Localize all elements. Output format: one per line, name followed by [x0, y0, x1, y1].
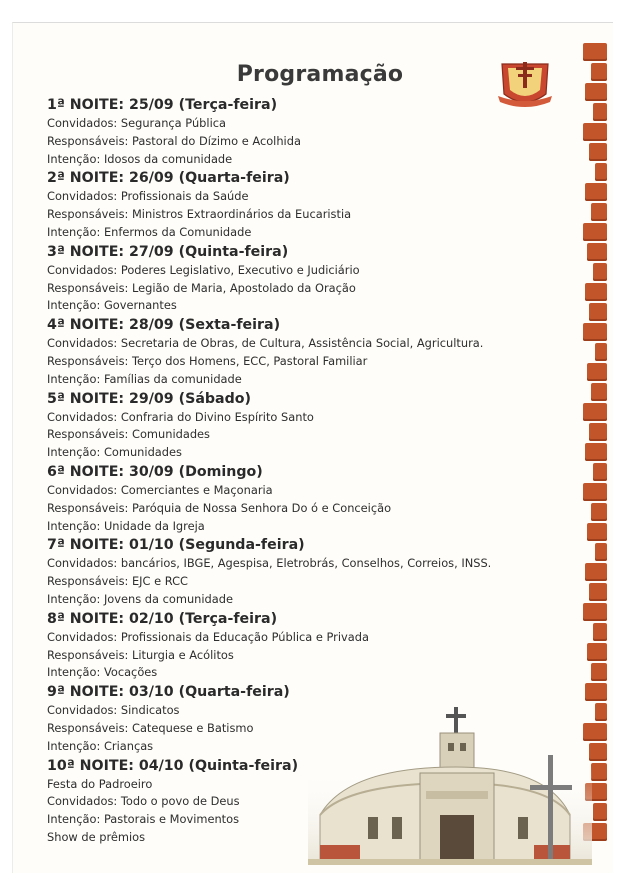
brick [593, 623, 607, 641]
night-title: 10ª NOITE: 04/10 (Quinta-feira) [47, 757, 299, 774]
brick [595, 343, 607, 361]
night-detail-line: Intenção: Idosos da comunidade [47, 151, 233, 166]
brick [589, 423, 607, 441]
brick [593, 263, 607, 281]
night-detail-line: Convidados: Secretaria de Obras, de Cultura, Assistência Social, Agricultura. [47, 336, 484, 351]
brick [585, 283, 607, 301]
night-block [47, 95, 567, 168]
night-detail-line: Festa do Padroeiro [47, 776, 153, 791]
brick [583, 483, 607, 501]
night-detail-line: Responsáveis: Pastoral do Dízimo e Acolhida [47, 133, 301, 148]
brick [583, 43, 607, 61]
night-title: 1ª NOITE: 25/09 (Terça-feira) [47, 97, 278, 113]
night-detail-line: Convidados: Profissionais da Educação Pública e Privada [47, 629, 369, 644]
brick [593, 803, 607, 821]
night-detail-line: Responsáveis: Catequese e Batismo [47, 720, 254, 735]
night-detail-line: Convidados: Confraria do Divino Espírito Santo [47, 409, 314, 424]
night-block [47, 389, 567, 462]
night-detail-line: Responsáveis: Legião de Maria, Apostolado da Oração [47, 280, 356, 295]
brick [587, 363, 607, 381]
night-detail-line: Convidados: Sindicatos [47, 703, 180, 718]
brick [583, 603, 607, 621]
night-block [47, 315, 567, 388]
night-detail-line: Intenção: Pastorais e Movimentos [47, 812, 240, 827]
brick [591, 383, 607, 401]
brick [587, 523, 607, 541]
brick [587, 243, 607, 261]
night-title: 4ª NOITE: 28/09 (Sexta-feira) [47, 317, 281, 334]
night-detail-line: Intenção: Jovens da comunidade [47, 591, 234, 606]
night-block [47, 535, 567, 608]
night-detail-line: Responsáveis: Ministros Extraordinários da Eucaristia [47, 207, 352, 222]
night-detail-line: Intenção: Vocações [47, 665, 158, 680]
church-illustration [308, 705, 592, 865]
night-detail-line: Responsáveis: Paróquia de Nossa Senhora Do ó e Conceição [47, 500, 392, 515]
brick [583, 123, 607, 141]
night-detail-line: Responsáveis: EJC e RCC [47, 574, 188, 589]
night-title: 2ª NOITE: 26/09 (Quarta-feira) [47, 170, 290, 187]
brick [585, 683, 607, 701]
night-block [47, 168, 567, 241]
night-detail-line: Intenção: Enfermos da Comunidade [47, 224, 252, 239]
brick [595, 543, 607, 561]
night-detail-line: Convidados: Todo o povo de Deus [47, 794, 240, 809]
night-block [47, 242, 567, 315]
night-detail-line: Intenção: Governantes [47, 298, 177, 313]
night-block [47, 609, 567, 682]
night-detail-line: Intenção: Famílias da comunidade [47, 371, 242, 386]
night-detail-line: Convidados: Comerciantes e Maçonaria [47, 482, 273, 497]
brick [591, 203, 607, 221]
brick [595, 703, 607, 721]
night-block [47, 462, 567, 535]
brick [591, 763, 607, 781]
brick [589, 583, 607, 601]
brick [587, 643, 607, 661]
brick [585, 443, 607, 461]
brick [589, 303, 607, 321]
brick [583, 323, 607, 341]
night-detail-line: Intenção: Crianças [47, 738, 154, 753]
brick [593, 463, 607, 481]
night-detail-line: Show de prêmios [47, 829, 146, 844]
brick [591, 663, 607, 681]
night-detail-line: Convidados: Segurança Pública [47, 116, 226, 130]
brick [583, 223, 607, 241]
night-title: 9ª NOITE: 03/10 (Quarta-feira) [47, 684, 290, 701]
night-detail-line: Convidados: Profissionais da Saúde [47, 189, 249, 204]
brick [591, 503, 607, 521]
brick [585, 563, 607, 581]
brick [583, 403, 607, 421]
night-detail-line: Intenção: Unidade da Igreja [47, 518, 205, 533]
night-title: 5ª NOITE: 29/09 (Sábado) [47, 390, 252, 407]
page-title: Programação [236, 62, 404, 87]
night-title: 3ª NOITE: 27/09 (Quinta-feira) [47, 243, 289, 260]
night-detail-line: Intenção: Comunidades [47, 445, 182, 460]
brick [585, 183, 607, 201]
brick [589, 143, 607, 161]
night-title: 7ª NOITE: 01/10 (Segunda-feira) [47, 537, 305, 554]
night-detail-line: Responsáveis: Comunidades [47, 427, 210, 442]
brick [593, 103, 607, 121]
night-title: 6ª NOITE: 30/09 (Domingo) [47, 463, 263, 480]
night-detail-line: Convidados: Poderes Legislativo, Executivo e Judiciário [47, 262, 360, 277]
brick [595, 163, 607, 181]
night-detail-line: Convidados: bancários, IBGE, Agespisa, Eletrobrás, Conselhos, Correios, INSS. [47, 556, 492, 571]
night-detail-line: Responsáveis: Liturgia e Acólitos [47, 647, 234, 662]
night-title: 8ª NOITE: 02/10 (Terça-feira) [47, 610, 278, 627]
night-detail-line: Responsáveis: Terço dos Homens, ECC, Pastoral Familiar [47, 353, 368, 368]
